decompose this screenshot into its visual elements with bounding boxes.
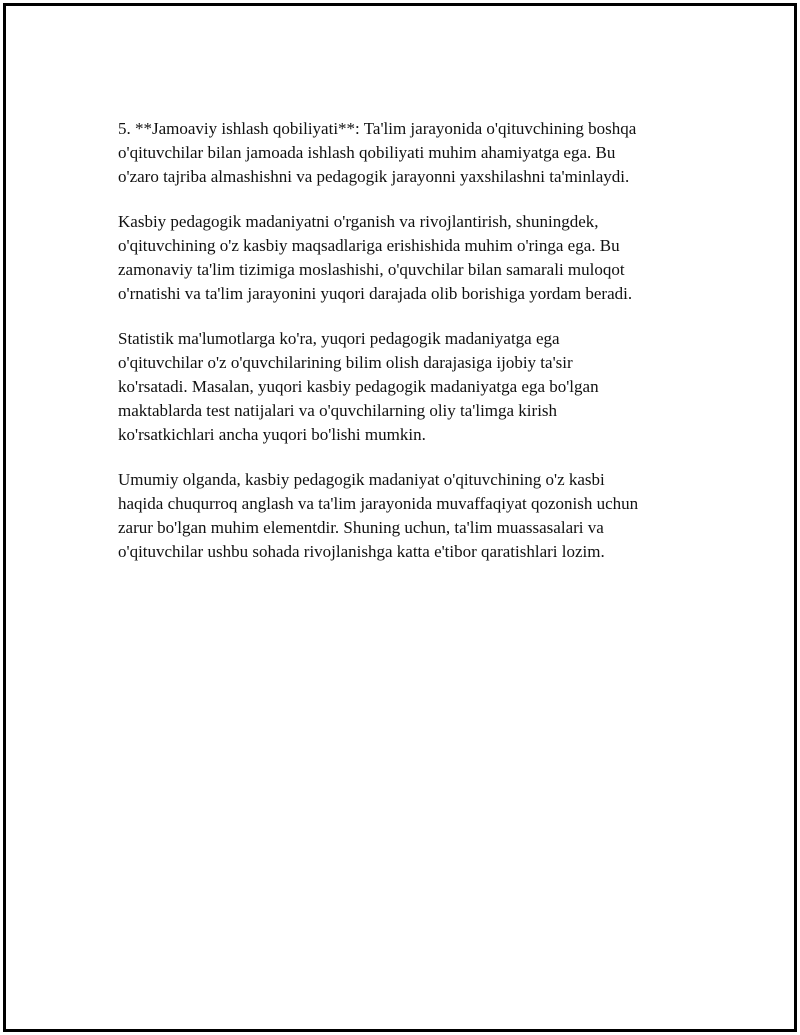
paragraph-conclusion bbox=[118, 468, 708, 564]
text-line: Umumiy olganda, kasbiy pedagogik madaniyat o'qituvchining o'z kasbi bbox=[118, 470, 605, 489]
text-line: o'rnatishi va ta'lim jarayonini yuqori darajada olib borishiga yordam beradi. bbox=[118, 284, 633, 303]
text-line: ko'rsatadi. Masalan, yuqori kasbiy pedagogik madaniyatga ega bo'lgan bbox=[118, 377, 599, 396]
text-line: Kasbiy pedagogik madaniyatni o'rganish va rivojlantirish, shuningdek, bbox=[118, 212, 599, 231]
text-line: Statistik ma'lumotlarga ko'ra, yuqori pedagogik madaniyatga ega bbox=[118, 329, 560, 348]
text-line: o'qituvchilar ushbu sohada rivojlanishga katta e'tibor qaratishlari lozim. bbox=[118, 542, 605, 561]
text-line: 5. **Jamoaviy ishlash qobiliyati**: Ta'lim jarayonida o'qituvchining boshqa bbox=[118, 119, 637, 138]
text-line: o'qituvchilar bilan jamoada ishlash qobiliyati muhim ahamiyatga ega. Bu bbox=[118, 143, 616, 162]
text-line: o'zaro tajriba almashishni va pedagogik jarayonni yaxshilashni ta'minlaydi. bbox=[118, 167, 630, 186]
text-line: ko'rsatkichlari ancha yuqori bo'lishi mumkin. bbox=[118, 425, 426, 444]
text-line: o'qituvchining o'z kasbiy maqsadlariga erishishida muhim o'ringa ega. Bu bbox=[118, 236, 620, 255]
document-body bbox=[118, 117, 708, 585]
text-line: zarur bo'lgan muhim elementdir. Shuning uchun, ta'lim muassasalari va bbox=[118, 518, 604, 537]
text-line: o'qituvchilar o'z o'quvchilarining bilim olish darajasiga ijobiy ta'sir bbox=[118, 353, 573, 372]
paragraph-professional-culture bbox=[118, 210, 708, 306]
paragraph-statistics bbox=[118, 327, 708, 447]
paragraph-teamwork bbox=[118, 117, 708, 189]
text-line: haqida chuqurroq anglash va ta'lim jarayonida muvaffaqiyat qozonish uchun bbox=[118, 494, 639, 513]
text-line: maktablarda test natijalari va o'quvchilarning oliy ta'limga kirish bbox=[118, 401, 558, 420]
text-line: zamonaviy ta'lim tizimiga moslashishi, o'quvchilar bilan samarali muloqot bbox=[118, 260, 625, 279]
